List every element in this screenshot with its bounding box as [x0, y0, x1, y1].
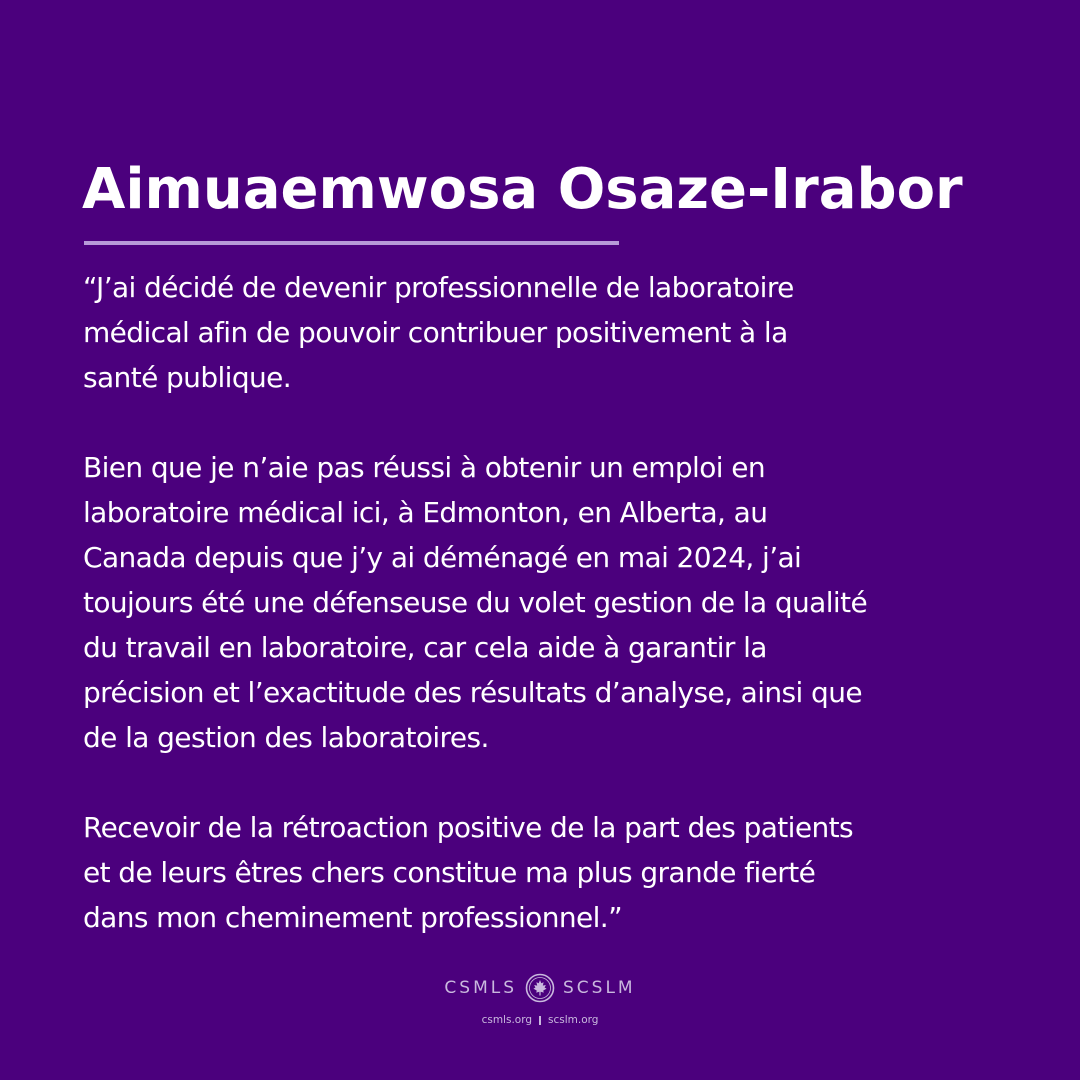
brand-logo [0, 965, 1080, 1011]
quote-line: toujours été une défenseuse du volet gestion de la qualité [83, 586, 868, 619]
quote-line: santé publique. [83, 361, 292, 394]
quote-line: Recevoir de la rétroaction positive de la part des patients [83, 811, 853, 844]
quote-line: laboratoire médical ici, à Edmonton, en Alberta, au [83, 496, 768, 529]
quote-line: Bien que je n’aie pas réussi à obtenir un emploi en [83, 451, 766, 484]
quote-line: Canada depuis que j’y ai déménagé en mai 2024, j’ai [83, 541, 802, 574]
footer [0, 965, 1080, 1026]
testimonial-quote [83, 265, 1043, 940]
quote-line: dans mon cheminement professionnel.” [83, 901, 623, 934]
quote-paragraph-1 [83, 265, 1043, 400]
url-scslm-link[interactable]: scslm.org [548, 1014, 599, 1026]
quote-line: médical afin de pouvoir contribuer positivement à la [83, 316, 788, 349]
brand-scslm: SCSLM [563, 978, 636, 998]
maple-leaf-seal-icon [525, 973, 555, 1003]
quote-paragraph-2 [83, 445, 1043, 760]
quote-line: et de leurs êtres chers constitue ma plus grande fierté [83, 856, 816, 889]
url-csmls-link[interactable]: csmls.org [481, 1014, 532, 1026]
brand-csmls: CSMLS [444, 978, 517, 998]
quote-line: “J’ai décidé de devenir professionnelle de laboratoire [83, 271, 794, 304]
quote-line: précision et l’exactitude des résultats d’analyse, ainsi que [83, 676, 862, 709]
person-name: Aimuaemwosa Osaze-Irabor [82, 157, 963, 222]
quote-line: de la gestion des laboratoires. [83, 721, 489, 754]
url-separator [539, 1016, 541, 1025]
quote-paragraph-3 [83, 805, 1043, 940]
quote-line: du travail en laboratoire, car cela aide à garantir la [83, 631, 767, 664]
divider-rule [84, 241, 619, 245]
footer-urls [0, 1014, 1080, 1026]
